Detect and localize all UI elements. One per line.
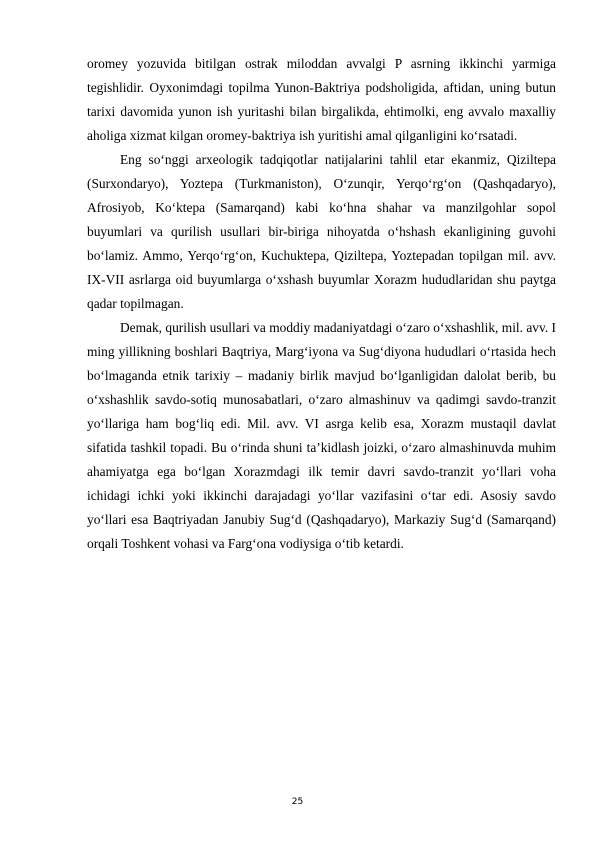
paragraph-3: Demak, qurilish usullari va moddiy madaniyatdagi o‘zaro o‘xshashlik, mil. avv. I ming yillikning boshlari Baqtriya, Marg‘iyona va Sug‘diyona hududlari o‘rtasida hech bo‘lmaganda etnik tarixiy – madaniy birlik mavjud bo‘lganligidan dalolat berib, bu o‘xshashlik savdo-sotiq munosabatlari, o‘zaro almashinuv va qadimgi savdo-tranzit yo‘llariga ham bog‘liq edi. Mil. avv. VI asrga kelib esa, Xorazm mustaqil davlat sifatida tashkil topadi. Bu o‘rinda shuni ta’kidlash joizki, o‘zaro almashinuvda muhim ahamiyatga ega bo‘lgan Xorazmdagi ilk temir davri savdo-tranzit yo‘llari voha ichidagi ichki yoki ikkinchi darajadagi yo‘llar vazifasini o‘tar edi. Asosiy savdo yo‘llari esa Baqtriyadan Janubiy Sug‘d (Qashqadaryo), Markaziy Sug‘d (Samarqand) orqali Toshkent vohasi va Farg‘ona vodiysiga o‘tib ketardi. <box>87 320 556 551</box>
page-number: 25 <box>291 797 304 807</box>
paragraph-1: oromey yozuvida bitilgan ostrak miloddan avvalgi P asrning ikkinchi yarmiga tegishlidir. Oyxonimdagi topilma Yunon-Baktriya podsholigida, aftidan, uning butun tarixi davomida yunon ish yuritashi bilan birgalikda, ehtimolki, eng avvalo maxalliy aholiga xizmat kilgan oromey-baktriya ish yuritishi amal qilganligini ko‘rsatadi. <box>87 56 556 143</box>
paragraph-2: Eng so‘nggi arxeologik tadqiqotlar natijalarini tahlil etar ekanmiz, Qiziltepa (Surxondaryo), Yoztepa (Turkmaniston), O‘zunqir, Yerqo‘rg‘on (Qashqadaryo), Afrosiyob, Ko‘ktepa (Samarqand) kabi ko‘hna shahar va manzilgohlar sopol buyumlari va qurilish usullari bir-biriga nihoyatda o‘hshash ekanligining guvohi bo‘lamiz. Ammo, Yerqo‘rg‘on, Kuchuktepa, Qiziltepa, Yoztepadan topilgan mil. avv. IX-VII asrlarga oid buyumlarga o‘xshash buyumlar Xorazm hududlaridan shu paytga qadar topilmagan. <box>87 152 556 311</box>
body-text <box>87 52 556 556</box>
